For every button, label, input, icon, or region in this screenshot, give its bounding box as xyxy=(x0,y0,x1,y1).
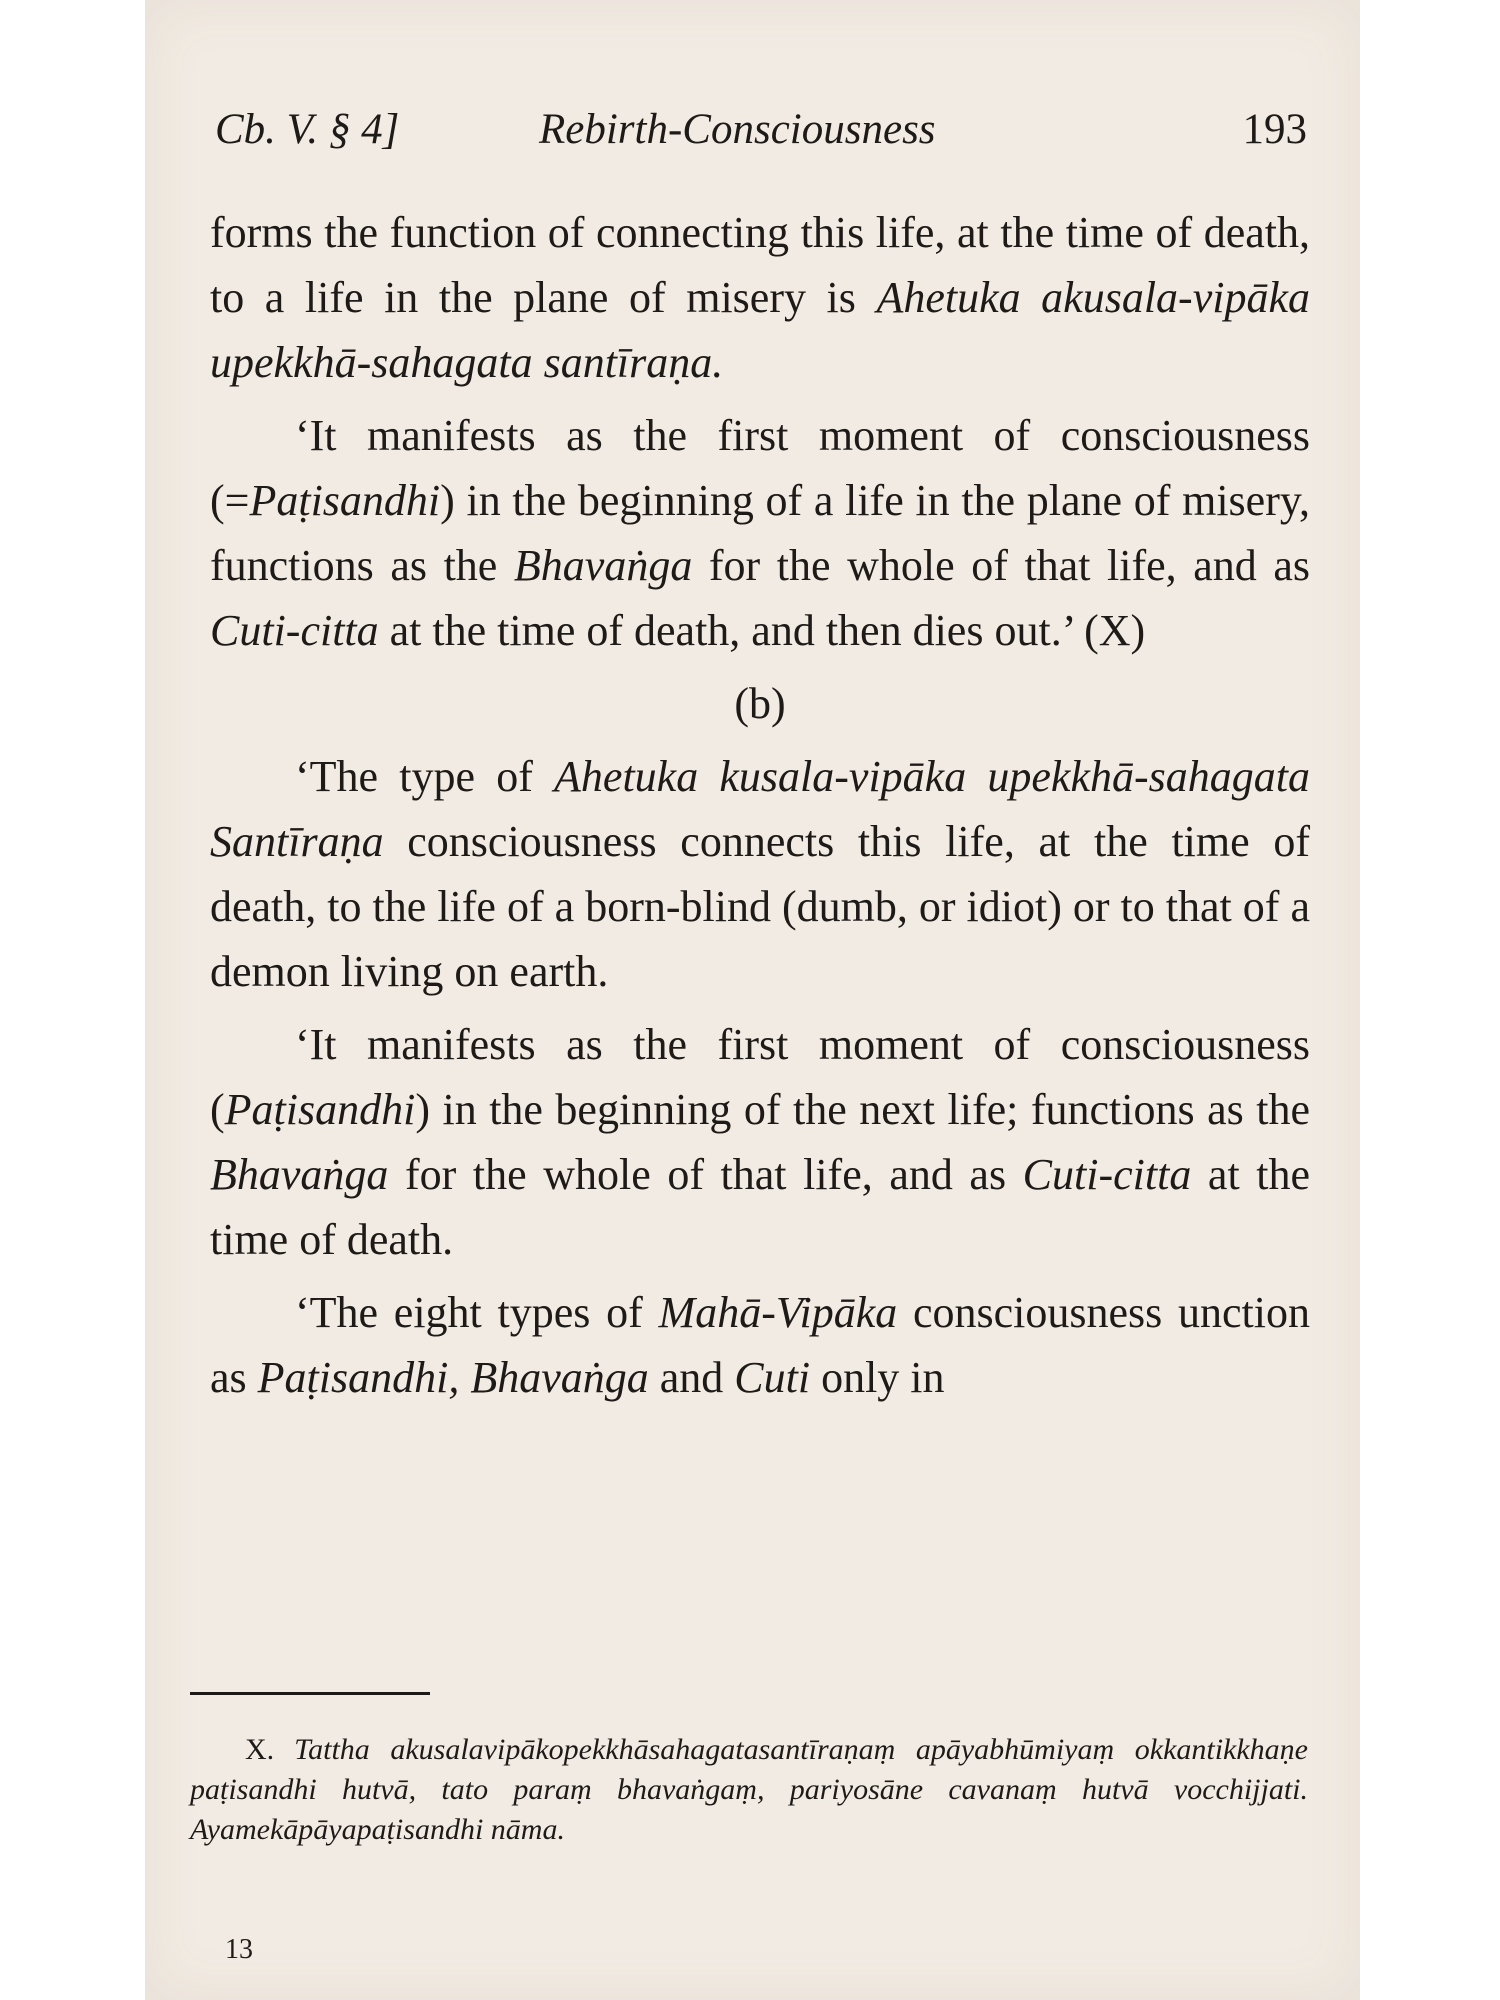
paragraph-5-text-d: only in xyxy=(810,1353,945,1402)
paragraph-2-italic-c: Cuti-citta xyxy=(210,606,379,655)
running-title: Rebirth-Consciousness xyxy=(539,106,936,153)
paragraph-2-italic-b: Bhavaṅga xyxy=(513,541,693,590)
paragraph-4-text-d: at the time of death. xyxy=(210,1150,1310,1264)
section-label: (b) xyxy=(734,679,786,728)
paragraph-3-text-a: ‘The type of xyxy=(295,752,555,801)
signature-mark: 13 xyxy=(225,1934,253,1965)
paragraph-4-text-a: ‘It manifests as the first moment of consciousness ( xyxy=(210,1020,1310,1134)
paragraph-5-italic-c: Cuti xyxy=(734,1353,811,1402)
running-header xyxy=(215,100,1307,160)
body-text xyxy=(210,200,1310,1418)
paragraph-2-text-d: at the time of death, and then dies out.’ (X) xyxy=(378,606,1146,655)
paragraph-4-italic-a: Paṭisandhi xyxy=(224,1085,416,1134)
paragraph-1-italic-a: Ahetuka akusala-vipāka upekkhā-sahagata santīraṇa. xyxy=(210,273,1310,387)
paragraph-5-italic-b: Paṭisandhi, Bhavaṅga xyxy=(257,1353,649,1402)
book-page xyxy=(145,0,1360,2000)
paragraph-1 xyxy=(210,200,1310,395)
page-number: 193 xyxy=(1242,106,1307,153)
paragraph-4-italic-c: Cuti-citta xyxy=(1022,1150,1192,1199)
paragraph-1-text-a: forms the function of connecting this life, at the time of death, to a life in the plane of misery is xyxy=(210,208,1310,322)
footnote xyxy=(190,1730,1308,1850)
paragraph-5-text-c: and xyxy=(648,1353,735,1402)
footnote-divider xyxy=(190,1692,430,1695)
paragraph-3 xyxy=(210,744,1310,1004)
paragraph-5 xyxy=(210,1280,1310,1410)
footnote-marker: X. xyxy=(245,1733,275,1766)
paragraph-5-italic-a: Mahā-Vipāka xyxy=(658,1288,898,1337)
paragraph-5-text-a: ‘The eight types of xyxy=(295,1288,659,1337)
paragraph-3-text-b: consciousness connects this life, at the time of death, to the life of a born-blind (dumb, or idiot) or to that of a demon living on earth. xyxy=(210,817,1310,996)
paragraph-4-italic-b: Bhavaṅga xyxy=(210,1150,389,1199)
paragraph-2 xyxy=(210,403,1310,663)
paragraph-4-text-c: for the whole of that life, and as xyxy=(388,1150,1023,1199)
paragraph-5-text-b: consciousness unction as xyxy=(210,1288,1310,1402)
paragraph-3-italic-a: Ahetuka kusala-vipāka upekkhā-sahagata Santīraṇa xyxy=(210,752,1310,866)
paragraph-2-text-c: for the whole of that life, and as xyxy=(692,541,1310,590)
paragraph-4-text-b: ) in the beginning of the next life; functions as the xyxy=(415,1085,1310,1134)
chapter-reference: Cb. V. § 4] xyxy=(215,106,400,153)
paragraph-2-text-b: ) in the beginning of a life in the plane of misery, functions as the xyxy=(210,476,1310,590)
paragraph-2-italic-a: Paṭisandhi xyxy=(249,476,441,525)
paragraph-2-text-a: ‘It manifests as the first moment of consciousness (= xyxy=(210,411,1310,525)
footnote-text: Tattha akusalavipākopekkhāsahagatasantīraṇaṃ apāyabhūmiyaṃ okkantikkhaṇe paṭisandhi hutvā, tato paraṃ bhavaṅgaṃ, pariyosāne cavanaṃ hutvā vocchijjati. Ayamekāpāyapaṭisandhi nāma. xyxy=(190,1733,1308,1846)
paragraph-4 xyxy=(210,1012,1310,1272)
